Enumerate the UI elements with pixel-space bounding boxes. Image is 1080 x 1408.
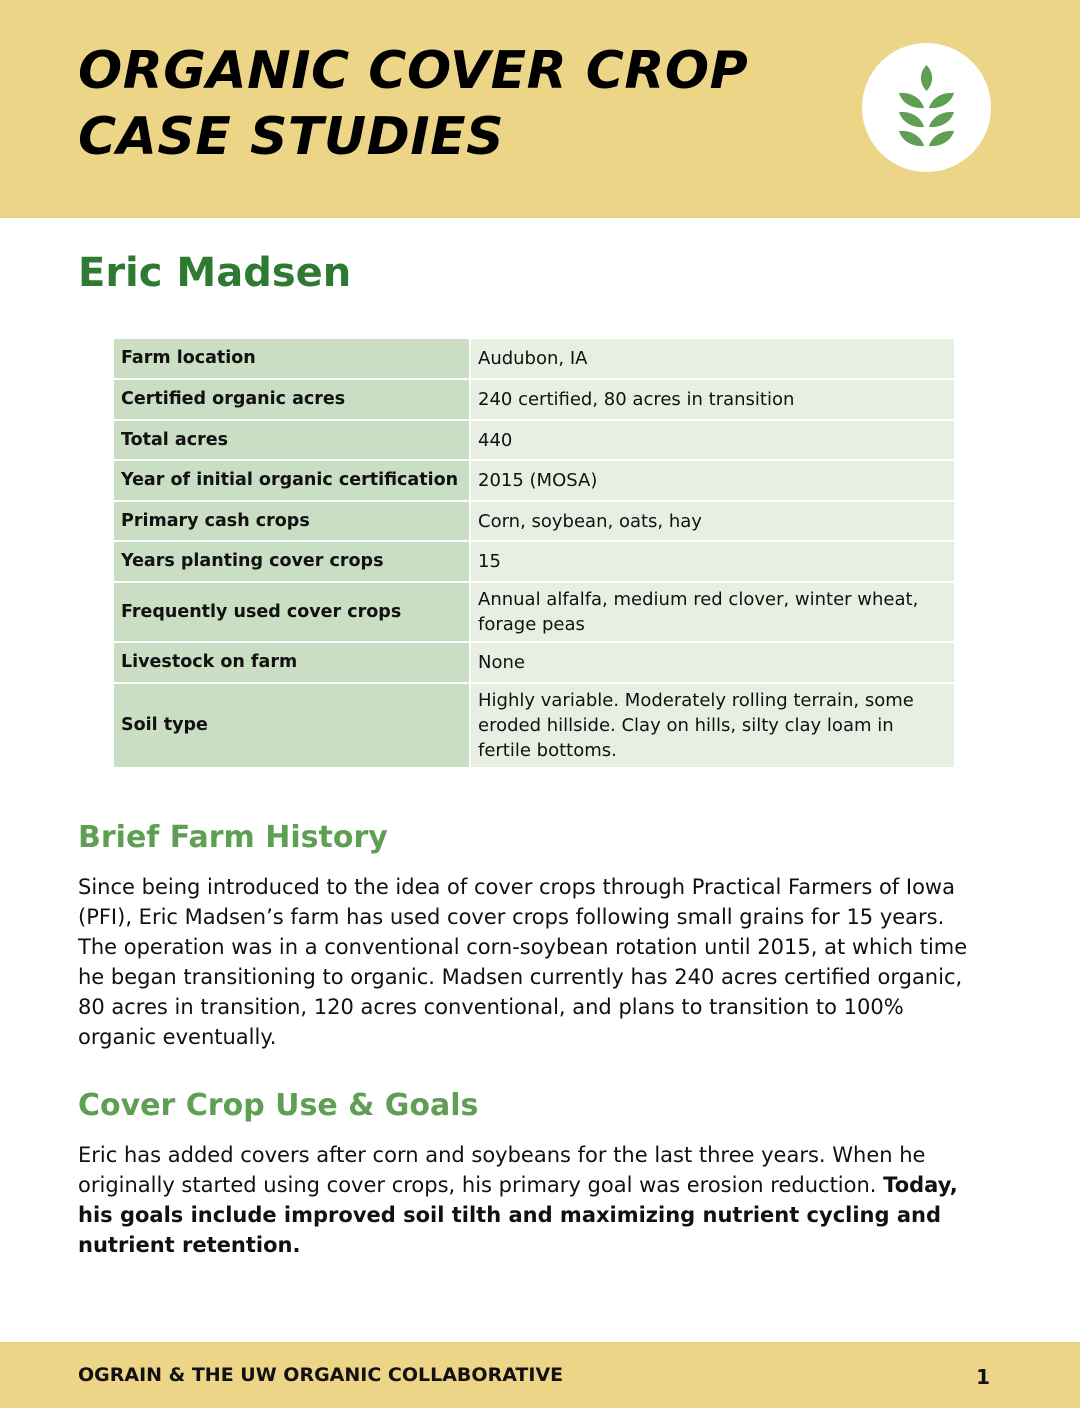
title-line-1: ORGANIC COVER CROP — [78, 41, 749, 101]
table-row — [114, 502, 954, 542]
goals-paragraph — [78, 1140, 968, 1260]
goals-bold-text: Today, his goals include improved soil tilth and maximizing nutrient cycling and nutrient retention. — [78, 1173, 958, 1257]
table-row — [114, 339, 954, 380]
row-value: 2015 (MOSA) — [471, 461, 954, 502]
row-label: Livestock on farm — [114, 643, 471, 684]
row-label: Certified organic acres — [114, 380, 471, 421]
row-label: Year of initial organic certification — [114, 461, 471, 502]
row-label: Years planting cover crops — [114, 542, 471, 583]
title-line-2: CASE STUDIES — [78, 107, 505, 167]
goals-text: Eric has added covers after corn and soybeans for the last three years. When he originally started using cover crops, his primary goal was erosion reduction. — [78, 1143, 926, 1197]
logo — [862, 43, 991, 172]
row-value: Annual alfalfa, medium red clover, winter wheat, forage peas — [471, 583, 954, 643]
row-value: 240 certified, 80 acres in transition — [471, 380, 954, 421]
history-paragraph: Since being introduced to the idea of cover crops through Practical Farmers of Iowa (PFI), Eric Madsen’s farm has used cover crops following small grains for 15 years. The operation was in a conventional corn-soybean rotation until 2015, at which time he began transitioning to organic. Madsen currently has 240 acres certified organic, 80 acres in transition, 120 acres conventional, and plans to transition to 100% organic eventually. — [78, 875, 968, 1049]
header-band — [0, 0, 1080, 218]
table-row — [114, 643, 954, 684]
row-label: Frequently used cover crops — [114, 583, 471, 643]
table-row — [114, 583, 954, 643]
wheat-sprout-icon — [862, 43, 991, 172]
table-row — [114, 461, 954, 502]
farm-facts-table — [114, 339, 954, 769]
row-value: Audubon, IA — [471, 339, 954, 380]
page-number: 1 — [976, 1365, 990, 1389]
farmer-name-heading: Eric Madsen — [78, 250, 352, 296]
row-value: Corn, soybean, oats, hay — [471, 502, 954, 542]
row-value: None — [471, 643, 954, 684]
history-heading: Brief Farm History — [78, 820, 388, 855]
footer-band — [0, 1342, 1080, 1408]
row-label: Total acres — [114, 421, 471, 461]
row-value: Highly variable. Moderately rolling terrain, some eroded hillside. Clay on hills, silty clay loam in fertile bottoms. — [471, 684, 954, 769]
page-title — [78, 38, 858, 170]
row-label: Farm location — [114, 339, 471, 380]
goals-heading: Cover Crop Use & Goals — [78, 1088, 479, 1123]
table-row — [114, 421, 954, 461]
row-value: 15 — [471, 542, 954, 583]
row-label: Primary cash crops — [114, 502, 471, 542]
table-row — [114, 684, 954, 769]
footer-text: OGRAIN & THE UW ORGANIC COLLABORATIVE — [78, 1364, 564, 1386]
table-row — [114, 380, 954, 421]
row-label: Soil type — [114, 684, 471, 769]
row-value: 440 — [471, 421, 954, 461]
table-row — [114, 542, 954, 583]
